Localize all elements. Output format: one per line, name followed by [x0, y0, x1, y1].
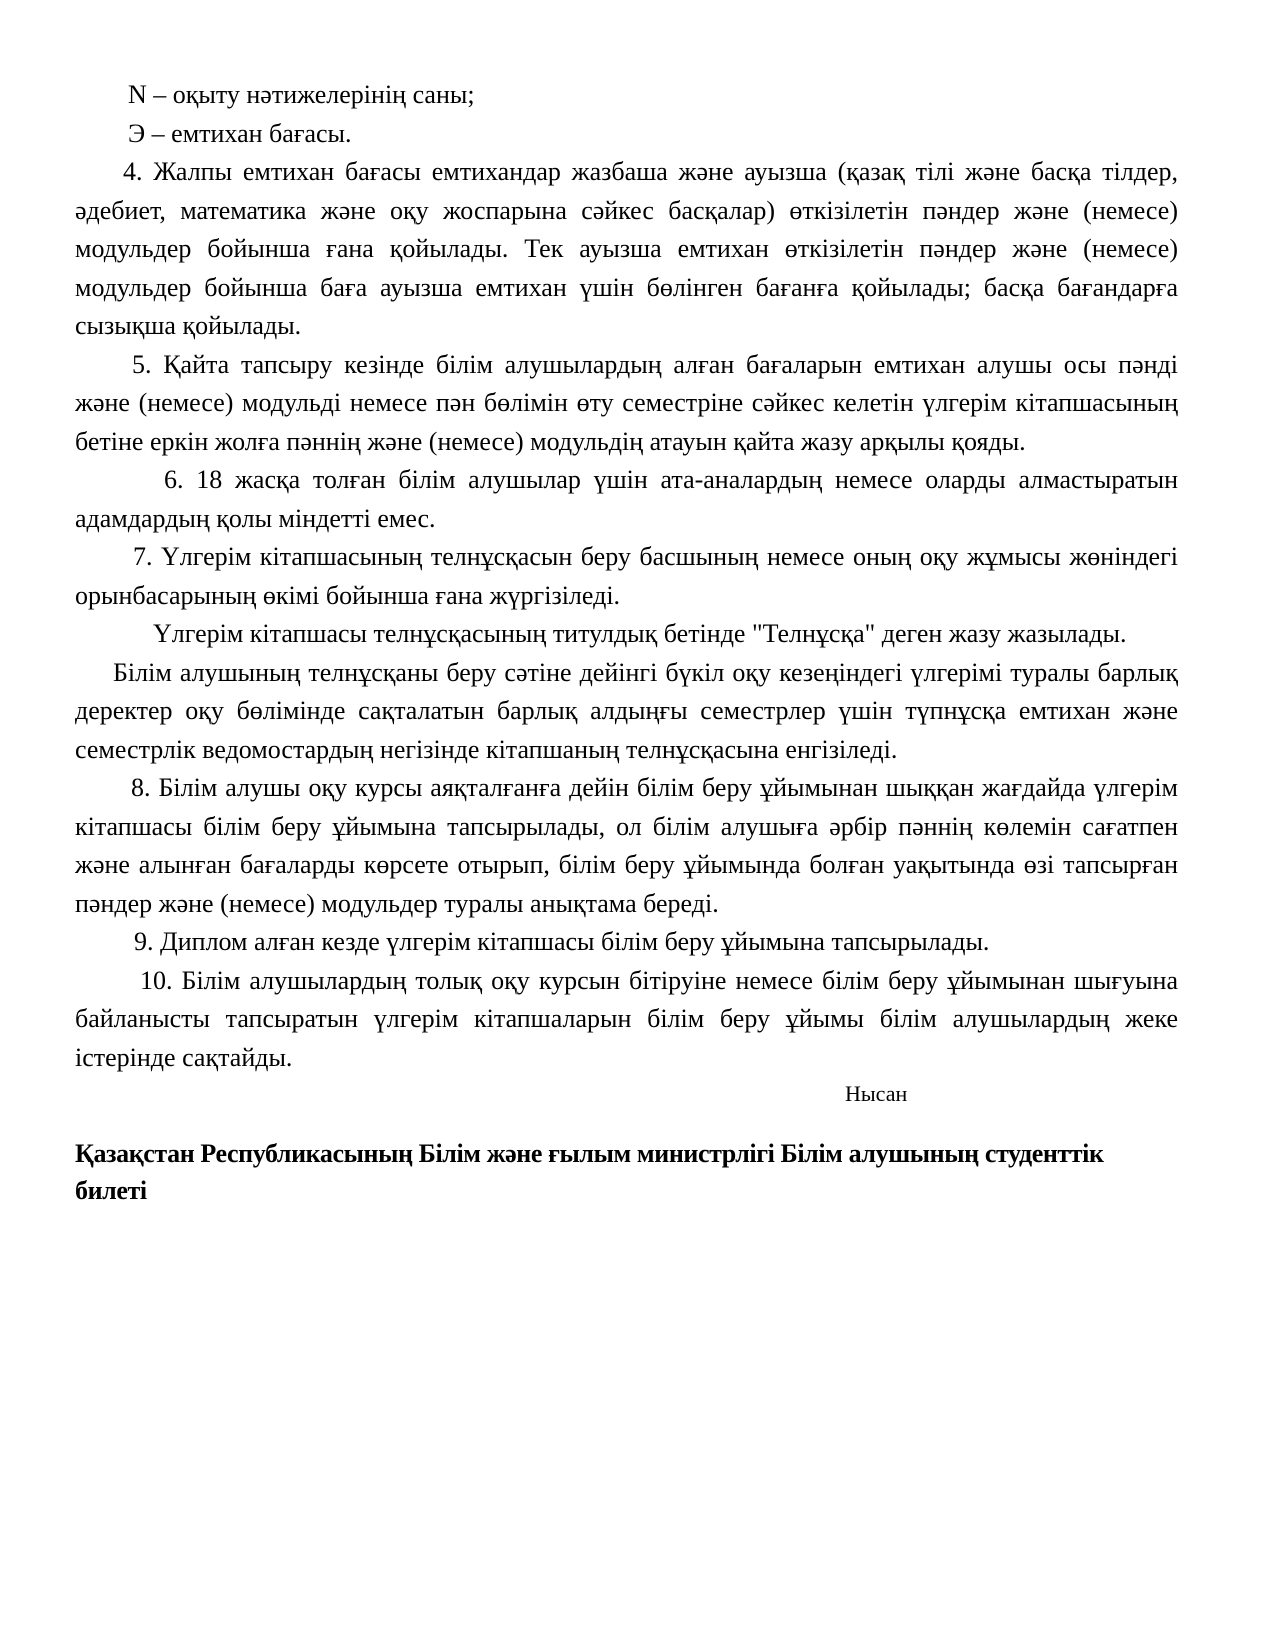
- paragraph-e-definition: Э – емтихан бағасы.: [128, 118, 352, 148]
- paragraph-item-5: 5. Қайта тапсыру кезінде білім алушылардың алған бағаларын емтихан алушы осы пәнді және (немесе) модульді немесе пән бөлімін өту семестріне сәйкес келетін үлгерім кітапшасының бетіне еркін жолға пәннің және (немесе) модульдің атауын қайта жазу арқылы қояды.: [75, 349, 1178, 456]
- paragraph-duplicate-title-note: Үлгерім кітапшасы телнұсқасының титулдық бетінде "Телнұсқа" деген жазу жазылады.: [153, 619, 1127, 648]
- heading-line-1: Қазақстан Республикасының Білім және ғылым министрлігі Білім алушының студенттік: [75, 1139, 1104, 1168]
- paragraph-n-definition: N – оқыту нәтижелерінің саны;: [128, 80, 475, 109]
- paragraph-item-4: 4. Жалпы емтихан бағасы емтихандар жазбаша және ауызша (қазақ тілі және басқа тілдер, әдебиет, математика және оқу жоспарына сәйкес басқалар) өткізілетін пәндер және (немесе) модульдер бойынша ғана қойылады. Тек ауызша емтихан өткізілетін пәндер және (немесе) модульдер бойынша баға ауызша емтихан үшін бөлінген бағанға қойылады; басқа бағандарға сызықша қойылады.: [75, 157, 1178, 340]
- paragraph-item-6: 6. 18 жасқа толған білім алушылар үшін ата-аналардың немесе оларды алмастыратын адамдардың қолы міндетті емес.: [75, 465, 1178, 533]
- document-heading: [75, 1135, 1178, 1209]
- form-label: Нысан: [845, 1081, 908, 1106]
- paragraph-item-7: 7. Үлгерім кітапшасының телнұсқасын беру басшының немесе оның оқу жұмысы жөніндегі орынбасарының өкімі бойынша ғана жүргізіледі.: [75, 542, 1178, 610]
- heading-line-2: билеті: [75, 1176, 147, 1205]
- document-content: [75, 76, 1178, 1209]
- paragraph-item-8: 8. Білім алушы оқу курсы аяқталғанға дейін білім беру ұйымынан шыққан жағдайда үлгерім кітапшасы білім беру ұйымына тапсырылады, ол білім алушыға әрбір пәннің көлемін сағатпен және алынған бағаларды көрсете отырып, білім беру ұйымында болған уақытында өзі тапсырған пәндер және (немесе) модульдер туралы анықтама береді.: [75, 773, 1178, 918]
- paragraph-item-9: 9. Диплом алған кезде үлгерім кітапшасы білім беру ұйымына тапсырылады.: [134, 927, 990, 956]
- paragraph-item-10: 10. Білім алушылардың толық оқу курсын бітіруіне немесе білім беру ұйымынан шығуына байланысты тапсыратын үлгерім кітапшаларын білім беру ұйымы білім алушылардың жеке істерінде сақтайды.: [75, 965, 1178, 1072]
- paragraph-duplicate-records-note: Білім алушының телнұсқаны беру сәтіне дейінгі бүкіл оқу кезеңіндегі үлгерімі туралы барлық деректер оқу бөлімінде сақталатын барлық алдыңғы семестрлер үшін түпнұсқа емтихан және семестрлік ведомостардың негізінде кітапшаның телнұсқасына енгізіледі.: [75, 657, 1178, 764]
